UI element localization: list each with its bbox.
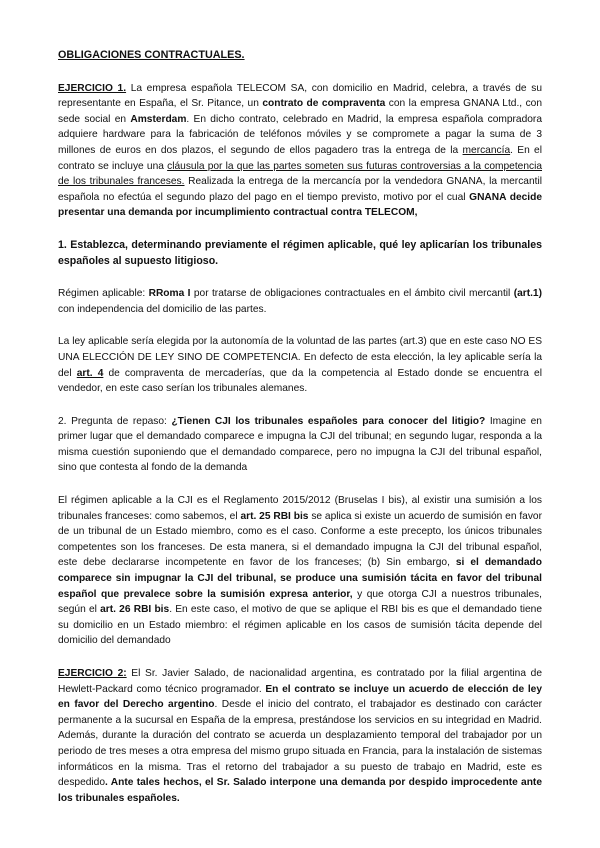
text-run: El régimen aplicable a la CJI es el Reglamento 2015/2012 (Bruselas I bis), al existir una sumisión a los tribunales franceses: como sabemos, el: [58, 495, 542, 522]
bold-run: art. 25 RBI bis: [240, 510, 309, 522]
text-run: . Desde el inicio del contrato, el trabajador es destinado con carácter permanente a la sucursal en España de la empresa, prestándose los servicios en su integridad en Madrid. Además, durante la duración del contrato se acuerda un desplazamiento temporal del trabajador por un periodo de tres meses a otra empresa del mismo grupo situada en Francia, para la instalación de sistemas informáticos en la misma. Tras el retorno del trabajador a su puesto de trabajo en Madrid, este es despedido: [58, 699, 542, 789]
text-run: con independencia del domicilio de las partes.: [58, 303, 267, 315]
bold-run: RRoma I: [148, 288, 191, 300]
text-run: . En dicho contrato, celebrado en Madrid, la empresa española compradora adquiere hardware para la fabricación de teléfonos móviles y se compromete a pagar la suma de 3 millones de euros en dos plazos, el segundo de ellos pagadero tras la entrega de la: [58, 113, 542, 156]
document-title: OBLIGACIONES CONTRACTUALES.: [58, 49, 245, 61]
text-run: y que otorga CJI a nuestros tribunales, según el: [58, 588, 542, 616]
text-run: . En el contrato se incluye una: [58, 144, 542, 172]
bold-run: ¿Tienen CJI los tribunales españoles para conocer del litigio?: [171, 415, 486, 427]
question-2-paragraph: [58, 414, 542, 476]
bold-run: si el demandado comparece sin impugnar la CJI del tribunal, se produce una sumisión tácita en favor del tribunal español que prevalece sobre la sumisión expresa anterior,: [58, 557, 542, 600]
text-run: se aplica si existe un acuerdo de sumisión en favor de un tribunal de un Estado miembro, como es el caso. Conforme a este precepto, los únicos tribunales competentes son los franceses. De esta manera, si el demandado impugna la CJI del tribunal español, este debe declararse incompetente en favor de los franceses; (b) Sin embargo,: [58, 510, 542, 569]
bold-run: GNANA decide presentar una demanda por incumplimiento contractual contra TELECOM,: [58, 191, 542, 219]
ejercicio-1-paragraph: [58, 81, 542, 221]
text-run: de compraventa de mercaderías, que da la competencia al Estado donde se encuentra el vendedor, en este caso serían los tribunales alemanes.: [58, 367, 542, 395]
text-run: 2. Pregunta de repaso:: [58, 415, 172, 427]
text-run: El Sr. Javier Salado, de nacionalidad argentina, es contratado por la filial argentina de Hewlett-Packard como técnico programador.: [58, 668, 542, 695]
text-run: Realizada la entrega de la mercancía por la vendedora GNANA, la mercantil española no efectúa el segundo plazo del pago en el tiempo previsto, motivo por el cual: [58, 176, 542, 203]
ejercicio-1-label: EJERCICIO 1.: [58, 82, 127, 94]
ley-aplicable-paragraph: [58, 334, 542, 396]
ejercicio-2-paragraph: [58, 666, 542, 806]
bold-run: Amsterdam: [130, 113, 187, 125]
text-run: Imagine en primer lugar que el demandado comparece e impugna la CJI del tribunal; en segundo lugar, responda a la misma cuestión suponiendo que el demandado comparece, pero no impugna la CJI del tribunal español, sino que contesta al fondo de la demanda: [58, 415, 542, 474]
bold-run: (art.1): [513, 288, 542, 300]
text-run: Régimen aplicable:: [58, 288, 149, 300]
underline-run: cláusula por la que las partes someten sus futuras controversias a la competencia de los tribunales franceses.: [58, 160, 543, 188]
text-run: con la empresa GNANA Ltd., con sede social en: [58, 98, 543, 125]
underline-run: mercancía: [462, 144, 511, 156]
cji-paragraph: [58, 493, 542, 649]
bold-run: art. 26 RBI bis: [100, 604, 170, 616]
ejercicio-2-label: EJERCICIO 2:: [58, 668, 127, 679]
regimen-paragraph: [58, 286, 542, 317]
text-run: La ley aplicable sería elegida por la autonomía de la voluntad de las partes (art.3) que en este caso NO ES UNA ELECCIÓN DE LEY SINO DE COMPETENCIA. En defecto de esta elección, la ley aplicable sería la del: [58, 336, 542, 379]
question-1: 1. Establezca, determinando previamente el régimen aplicable, qué ley aplicarían los tribunales españoles al supuesto litigioso.: [58, 238, 542, 267]
bold-run: contrato de compraventa: [262, 98, 386, 110]
text-run: por tratarse de obligaciones contractuales en el ámbito civil mercantil: [190, 288, 514, 300]
bold-underline-run: art. 4: [76, 367, 104, 379]
text-run: La empresa española TELECOM SA, con domicilio en Madrid, celebra, a través de su representante en España, el Sr. Pitance, un: [58, 82, 542, 110]
bold-run: En el contrato se incluye un acuerdo de elección de ley en favor del Derecho argentino: [58, 683, 542, 711]
text-run: . En este caso, el motivo de que se aplique el RBI bis es que el demandado tiene su domicilio en un Estado miembro: el régimen aplicable en los casos de sumisión tácita depende del domicilio del demandado: [58, 604, 542, 647]
bold-run: . Ante tales hechos, el Sr. Salado interpone una demanda por despido improcedente ante los tribunales españoles.: [58, 777, 542, 804]
